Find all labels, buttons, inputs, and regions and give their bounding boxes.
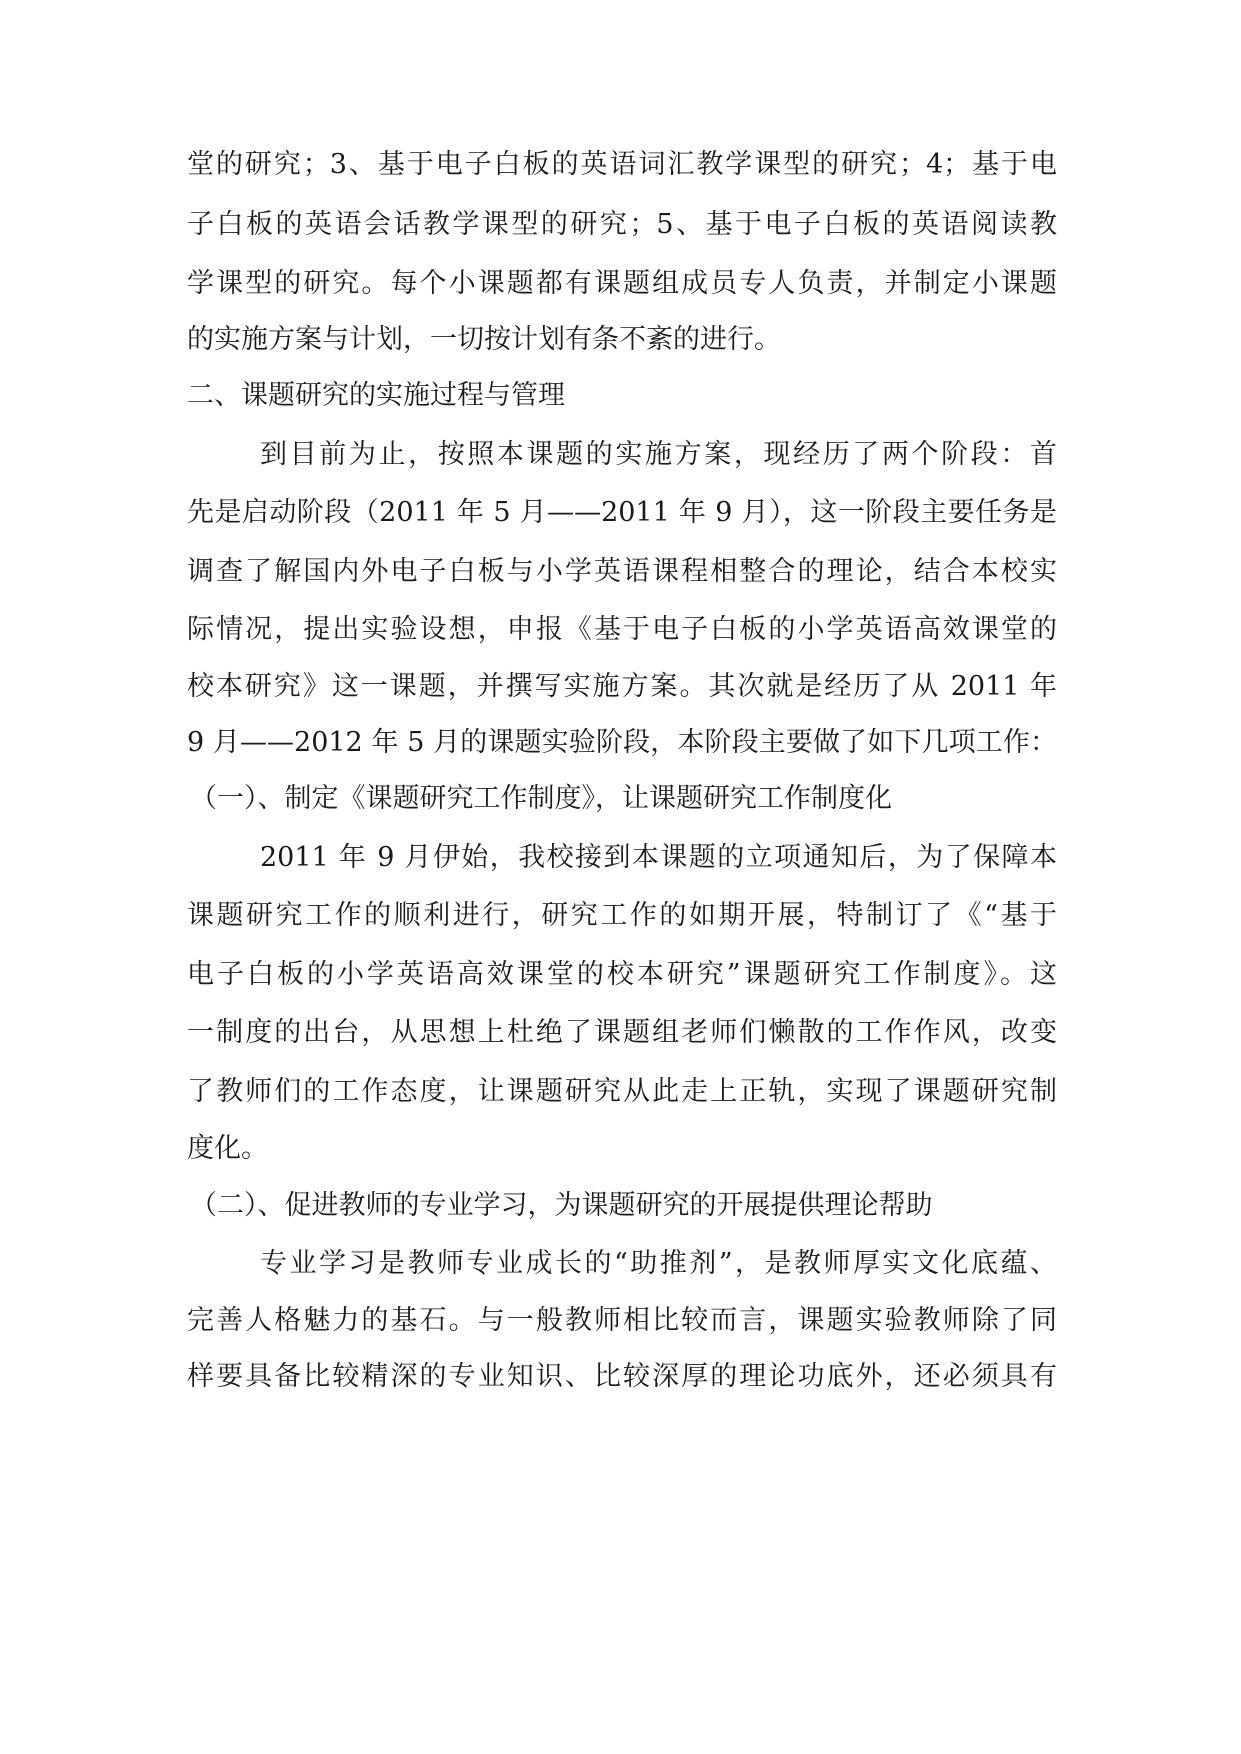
paragraph-line: 先是启动阶段（2011 年 5 月——2011 年 9 月），这一阶段主要任务是 (187, 497, 1057, 528)
paragraph-line: 学课型的研究。每个小课题都有课题组成员专人负责，并制定小课题 (187, 268, 1057, 299)
paragraph-line: 的实施方案与计划，一切按计划有条不紊的进行。 (187, 324, 781, 355)
paragraph-line: 校本研究》这一课题，并撰写实施方案。其次就是经历了从 2011 年 (187, 671, 1057, 702)
paragraph-line: 完善人格魅力的基石。与一般教师相比较而言，课题实验教师除了同 (187, 1305, 1057, 1336)
paragraph-line: 到目前为止，按照本课题的实施方案，现经历了两个阶段：首 (260, 439, 1057, 470)
paragraph-line: 一制度的出台，从思想上杜绝了课题组老师们懒散的工作作风，改变 (187, 1017, 1057, 1048)
paragraph-line: 专业学习是教师专业成长的“助推剂”，是教师厚实文化底蕴、 (260, 1248, 1057, 1279)
paragraph-line: 际情况，提出实验设想，申报《基于电子白板的小学英语高效课堂的 (187, 614, 1057, 645)
section-heading: 二、课题研究的实施过程与管理 (187, 380, 565, 411)
paragraph-line: 度化。 (187, 1133, 268, 1164)
paragraph-line: 调查了解国内外电子白板与小学英语课程相整合的理论，结合本校实 (187, 556, 1057, 587)
paragraph-line: 课题研究工作的顺利进行，研究工作的如期开展，特制订了《“基于 (187, 900, 1057, 931)
subsection-heading: （二）、促进教师的专业学习，为课题研究的开展提供理论帮助 (190, 1190, 933, 1221)
paragraph-line: 电子白板的小学英语高效课堂的校本研究”课题研究工作制度》。这 (187, 959, 1057, 990)
paragraph-line: 9 月——2012 年 5 月的课题实验阶段，本阶段主要做了如下几项工作： (187, 727, 1057, 758)
paragraph-line: 2011 年 9 月伊始，我校接到本课题的立项通知后，为了保障本 (260, 842, 1057, 873)
paragraph-line: 堂的研究；3、基于电子白板的英语词汇教学课型的研究；4；基于电 (187, 149, 1057, 180)
paragraph-line: 样要具备比较精深的专业知识、比较深厚的理论功底外，还必须具有 (187, 1361, 1057, 1392)
subsection-heading: （一）、制定《课题研究工作制度》，让课题研究工作制度化 (190, 783, 892, 814)
paragraph-line: 了教师们的工作态度，让课题研究从此走上正轨，实现了课题研究制 (187, 1076, 1057, 1107)
paragraph-line: 子白板的英语会话教学课型的研究；5、基于电子白板的英语阅读教 (187, 209, 1057, 240)
